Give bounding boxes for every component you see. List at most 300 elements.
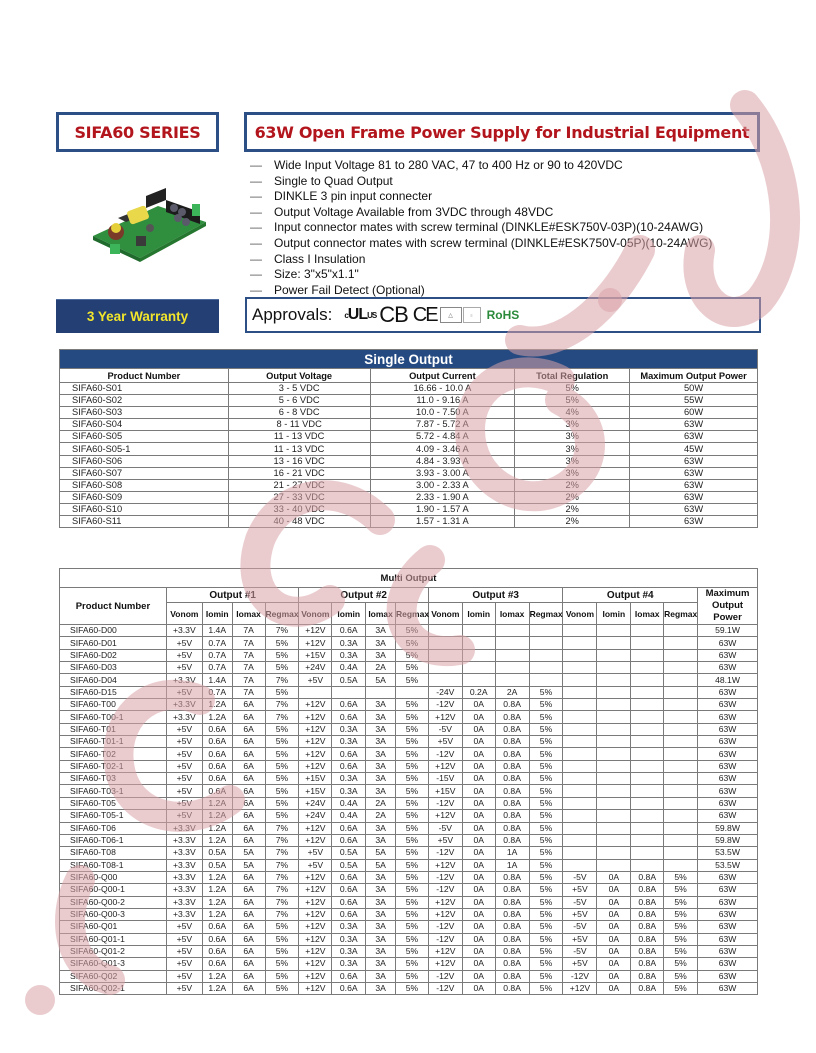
table-cell: 7% [265,859,299,871]
group-header: Output #4 [563,588,698,603]
single-output-table [59,349,758,528]
table-cell: 5% [396,748,429,760]
table-cell [631,736,664,748]
table-cell: 0.8A [495,810,529,822]
table-cell: 2A [495,686,529,698]
table-cell: 5% [529,723,563,735]
table-cell: 0A [462,945,495,957]
certification-label-icon: ≡ [463,307,481,323]
table-cell: 0.7A [202,649,232,661]
table-cell [664,847,698,859]
table-cell: 6 - 8 VDC [228,407,370,419]
table-cell [664,797,698,809]
table-cell: 5% [265,970,299,982]
table-cell: +12V [299,970,332,982]
table-cell [597,847,631,859]
table-cell: 7% [265,847,299,859]
table-cell [664,674,698,686]
table-cell: 63W [630,467,758,479]
sub-column-header: Iomax [631,603,664,625]
table-cell: 0.8A [495,773,529,785]
table-cell: 5% [664,970,698,982]
table-cell: 5% [529,797,563,809]
table-cell [631,847,664,859]
table-cell: SIFA60-S04 [60,419,229,431]
table-cell: 1.2A [202,970,232,982]
table-cell [563,686,597,698]
table-cell: 5% [265,945,299,957]
table-cell: 5.72 - 4.84 A [370,431,515,443]
table-cell: +3.3V [166,834,202,846]
table-cell: 5% [396,970,429,982]
table-cell: -12V [428,933,462,945]
table-cell: 0A [462,908,495,920]
dash-bullet-icon: — [250,282,262,297]
table-cell [495,637,529,649]
table-row [60,847,758,859]
table-cell: 5% [664,958,698,970]
table-cell [428,662,462,674]
table-cell: 0.4A [332,797,366,809]
table-cell: -15V [428,773,462,785]
table-cell: 0.5A [202,847,232,859]
table-cell: 16.66 - 10.0 A [370,383,515,395]
table-cell: +5V [428,736,462,748]
table-cell: 1.2A [202,896,232,908]
table-cell: +5V [166,982,202,994]
table-cell: 1.2A [202,871,232,883]
table-cell: 5% [265,785,299,797]
table-cell: 0.8A [631,871,664,883]
table-cell: 3A [366,822,396,834]
table-cell: +12V [299,921,332,933]
table-cell: 6A [232,945,265,957]
table-cell: 3A [366,933,396,945]
table-cell: 5% [265,649,299,661]
table-cell: 7% [265,908,299,920]
table-cell: 2A [366,797,396,809]
table-cell: -12V [563,970,597,982]
table-cell: 45W [630,443,758,455]
table-cell [597,834,631,846]
table-row [60,503,758,515]
table-cell: 0.6A [202,921,232,933]
table-cell: 0.3A [332,637,366,649]
table-cell [462,625,495,637]
table-cell [597,797,631,809]
table-cell [597,859,631,871]
feature-item: — Class I Insulation [250,251,366,266]
table-cell: 7% [265,884,299,896]
table-cell [597,686,631,698]
sub-column-header: Iomin [597,603,631,625]
table-cell: 5% [265,723,299,735]
table-cell: 63W [698,773,758,785]
table-cell: 0A [597,884,631,896]
table-cell: 63W [698,970,758,982]
table-cell: 5% [529,810,563,822]
table-cell: 53.5W [698,847,758,859]
table-cell: 7% [265,674,299,686]
table-cell: 3A [366,921,396,933]
table-cell: +12V [428,760,462,772]
table-cell: 0.5A [202,859,232,871]
table-cell: +3.3V [166,822,202,834]
table-cell: +5V [166,649,202,661]
table-cell: +5V [166,933,202,945]
table-cell: 7A [232,625,265,637]
table-cell: 5% [529,958,563,970]
table-cell: 0.4A [332,662,366,674]
table-row [60,834,758,846]
table-cell: 6A [232,699,265,711]
table-cell: 0A [462,736,495,748]
table-cell: 0.6A [332,982,366,994]
table-cell: -12V [428,699,462,711]
table-cell: 2% [515,491,630,503]
table-row [60,699,758,711]
table-cell: 0.8A [631,970,664,982]
table-row [60,921,758,933]
table-cell: 5% [265,686,299,698]
table-cell: 5% [515,383,630,395]
table-cell: 6A [232,748,265,760]
table-cell: 0.8A [495,736,529,748]
table-cell: 6A [232,711,265,723]
table-cell: 3A [366,896,396,908]
table-cell: +12V [428,958,462,970]
table-cell: -5V [428,822,462,834]
table-cell: 3% [515,455,630,467]
power-supply-board-icon [88,178,208,268]
column-header: Total Regulation [515,369,630,383]
table-cell: 63W [630,479,758,491]
table-cell: 0.7A [202,637,232,649]
table-cell: 3A [366,982,396,994]
table-cell: 8 - 11 VDC [228,419,370,431]
table-cell [495,649,529,661]
table-cell: 4.84 - 3.93 A [370,455,515,467]
table-cell: +24V [299,797,332,809]
table-cell: 5% [664,982,698,994]
table-cell: 5% [396,711,429,723]
table-cell: +5V [166,662,202,674]
table-cell: 7A [232,686,265,698]
table-cell: 5% [396,785,429,797]
table-cell: +15V [299,773,332,785]
table-cell: 5% [265,797,299,809]
table-cell: 3A [366,871,396,883]
table-cell: +12V [428,945,462,957]
table-row [60,479,758,491]
table-cell: SIFA60-Q00-3 [60,908,167,920]
table-cell: 1.2A [202,834,232,846]
table-cell [563,637,597,649]
table-cell [631,773,664,785]
table-cell: 63W [630,491,758,503]
table-cell: +3.3V [166,625,202,637]
table-row [60,760,758,772]
table-cell: 5% [529,686,563,698]
table-cell: 63W [698,810,758,822]
table-cell [664,625,698,637]
table-cell: 5 - 6 VDC [228,395,370,407]
cb-certification-icon: CB [379,302,408,327]
table-cell: 7% [265,822,299,834]
table-cell: 0.6A [332,748,366,760]
table-cell: +5V [563,908,597,920]
table-cell: 5% [396,662,429,674]
table-cell: +5V [166,760,202,772]
sub-column-header: Iomax [495,603,529,625]
table-cell: 5% [396,871,429,883]
table-cell: 3A [366,723,396,735]
table-cell: +3.3V [166,908,202,920]
table-cell: 60W [630,407,758,419]
table-cell: 0.6A [332,884,366,896]
table-cell [664,637,698,649]
dash-bullet-icon: — [250,235,262,250]
table-cell: 5% [529,908,563,920]
table-cell: 5% [529,896,563,908]
table-cell: 5% [396,760,429,772]
table-cell: 0.8A [631,933,664,945]
rohs-icon: RoHS [486,308,520,322]
table-cell [631,760,664,772]
warranty-badge: 3 Year Warranty [56,299,219,333]
table-cell: 5% [396,884,429,896]
table-cell: 0A [462,785,495,797]
table-cell: SIFA60-T00 [60,699,167,711]
feature-item: — Input connector mates with screw terminal (DINKLE#ESK750V-03P)(10-24AWG) [250,220,704,235]
table-cell: 1A [495,859,529,871]
table-cell: -5V [563,896,597,908]
table-cell: 5% [664,908,698,920]
table-cell: 7A [232,674,265,686]
table-cell: 2.33 - 1.90 A [370,491,515,503]
table-cell: 5% [396,723,429,735]
sub-column-header: Regmax [265,603,299,625]
table-cell: 0A [462,933,495,945]
table-cell: SIFA60-S05-1 [60,443,229,455]
table-cell: 5% [396,736,429,748]
table-cell: 7% [265,711,299,723]
dash-bullet-icon: — [250,189,262,204]
table-cell: 11 - 13 VDC [228,443,370,455]
column-header: Maximum Output Power [630,369,758,383]
feature-list [250,158,770,298]
column-header: Product Number [60,588,167,625]
table-cell: 5% [265,773,299,785]
table-cell: 5% [529,921,563,933]
table-cell: +5V [428,834,462,846]
table-cell: 7% [265,834,299,846]
table-cell: 5% [265,736,299,748]
dash-bullet-icon: — [250,251,262,266]
table-cell: +12V [299,896,332,908]
table-cell [396,686,429,698]
table-cell [597,822,631,834]
table-cell: 5% [664,884,698,896]
table-cell: 63W [698,871,758,883]
table-cell: -12V [428,871,462,883]
table-cell: 5% [529,945,563,957]
table-cell: SIFA60-S10 [60,503,229,515]
table-cell: 0.6A [332,871,366,883]
table-cell: 33 - 40 VDC [228,503,370,515]
table-cell: 0A [462,797,495,809]
table-cell: 0A [462,834,495,846]
table-cell: +3.3V [166,896,202,908]
column-header: Maximum Output Power [698,588,758,625]
table-cell: -5V [563,871,597,883]
table-cell: +12V [299,908,332,920]
table-cell: +5V [166,637,202,649]
table-cell: SIFA60-Q00-2 [60,896,167,908]
table-cell: 6A [232,921,265,933]
feature-item: — Wide Input Voltage 81 to 280 VAC, 47 to 400 Hz or 90 to 420VDC [250,158,623,172]
table-cell: 0.8A [495,958,529,970]
table-cell: +5V [166,723,202,735]
table-cell [664,662,698,674]
table-cell: 3A [366,945,396,957]
table-cell: SIFA60-D02 [60,649,167,661]
table-cell: 5% [396,773,429,785]
table-cell [428,674,462,686]
table-cell: 63W [698,958,758,970]
table-cell [563,674,597,686]
table-cell: 1.2A [202,884,232,896]
table-cell: 63W [698,748,758,760]
table-cell: SIFA60-T01 [60,723,167,735]
table-cell: 0A [597,933,631,945]
table-cell: 0A [462,760,495,772]
table-cell: 6A [232,933,265,945]
table-cell: +5V [166,945,202,957]
table-cell: 6A [232,970,265,982]
table-cell: 63W [698,933,758,945]
table-cell: 0A [462,822,495,834]
table-cell: 0.6A [202,773,232,785]
table-cell: 0.6A [202,723,232,735]
table-cell [664,748,698,760]
table-cell: 11 - 13 VDC [228,431,370,443]
table-cell [597,760,631,772]
table-cell: 3 - 5 VDC [228,383,370,395]
feature-item: — Single to Quad Output [250,173,393,188]
table-cell: 5A [366,674,396,686]
table-cell [529,674,563,686]
table-cell: 5% [396,649,429,661]
table-cell [597,736,631,748]
table-cell: 3% [515,419,630,431]
dash-bullet-icon: — [250,204,262,219]
table-cell: 0A [462,859,495,871]
table-cell: SIFA60-Q00 [60,871,167,883]
table-cell: +5V [299,847,332,859]
table-cell [597,711,631,723]
table-cell: +5V [166,773,202,785]
table-cell: 0A [597,982,631,994]
table-cell: +15V [428,785,462,797]
table-cell: 5% [529,982,563,994]
table-row [60,637,758,649]
table-cell: 21 - 27 VDC [228,479,370,491]
table-cell: 5% [529,871,563,883]
table-cell: -5V [428,723,462,735]
table-cell: 50W [630,383,758,395]
table-cell: 63W [698,699,758,711]
table-cell: 3.00 - 2.33 A [370,479,515,491]
table-cell [563,822,597,834]
dash-bullet-icon: — [250,220,262,235]
table-cell: 0A [462,871,495,883]
table-cell: 5% [396,810,429,822]
table-cell: +24V [299,810,332,822]
sub-column-header: Vonom [166,603,202,625]
table-cell: +12V [299,822,332,834]
table-cell: +5V [166,785,202,797]
table-cell: 63W [698,736,758,748]
table-cell: 3A [366,637,396,649]
page-title: 63W Open Frame Power Supply for Industrial Equipment [244,112,760,152]
table-cell: SIFA60-D04 [60,674,167,686]
table-cell: SIFA60-T05 [60,797,167,809]
table-cell: 0.8A [495,871,529,883]
dash-bullet-icon: — [250,158,262,172]
table-cell: 63W [698,686,758,698]
sub-column-header: Iomin [332,603,366,625]
table-row [60,859,758,871]
table-cell: +12V [299,982,332,994]
table-cell: +3.3V [166,884,202,896]
table-cell: +12V [428,896,462,908]
table-cell: SIFA60-S02 [60,395,229,407]
sub-column-header: Iomin [202,603,232,625]
table-cell: 0.7A [202,662,232,674]
feature-item: — Size: 3"x5"x1.1" [250,267,359,282]
table-row [60,395,758,407]
table-row [60,625,758,637]
table-cell: 0.6A [332,760,366,772]
table-cell [563,797,597,809]
table-cell [462,674,495,686]
table-cell: +12V [428,810,462,822]
table-cell: 5% [664,921,698,933]
table-cell: SIFA60-Q01-2 [60,945,167,957]
table-cell: 1.2A [202,810,232,822]
table-cell: 5% [664,896,698,908]
table-cell: 0.8A [495,896,529,908]
table-cell: 0.8A [495,884,529,896]
table-cell: +12V [299,958,332,970]
table-cell: 5% [529,847,563,859]
table-cell: 5% [396,958,429,970]
table-cell [664,834,698,846]
table-cell: 0.8A [495,921,529,933]
table-cell [631,723,664,735]
table-cell: 0A [462,810,495,822]
table-cell: SIFA60-S06 [60,455,229,467]
table-cell [495,625,529,637]
table-cell: SIFA60-T03 [60,773,167,785]
table-cell: SIFA60-D00 [60,625,167,637]
table-cell: 0A [597,908,631,920]
table-cell [631,785,664,797]
table-cell: -5V [563,945,597,957]
table-cell: 3.93 - 3.00 A [370,467,515,479]
table-cell [597,699,631,711]
